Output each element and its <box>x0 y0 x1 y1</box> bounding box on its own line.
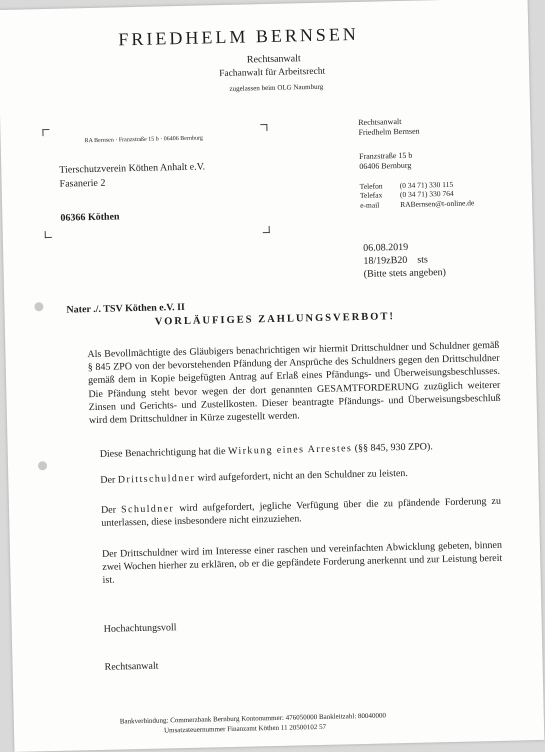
contact-street: Franzstraße 15 b <box>358 150 413 161</box>
recipient-line-2: Fasanerie 2 <box>59 177 106 190</box>
fold-mark <box>263 226 270 233</box>
recipient-line-1: Tierschutzverein Köthen Anhalt e.V. <box>59 161 206 176</box>
fold-mark <box>42 129 49 136</box>
reference-initials: sts <box>417 254 429 266</box>
body-paragraph-3: Der Drittschuldner wird aufgefordert, nicht an den Schuldner zu leisten. <box>100 467 408 486</box>
lawyer-specialty: Fachanwalt für Arbeitsrecht <box>219 66 326 80</box>
footer-bank-line: Bankverbindung: Commerzbank Bernburg Kontonummer: 476050000 Bankleitzahl: 80040000 <box>119 711 387 726</box>
punch-hole <box>38 461 47 470</box>
lawyer-admission: zugelassen beim OLG Naumburg <box>229 82 324 93</box>
reference-block <box>363 240 446 281</box>
body-paragraph-1: Als Bevollmächtigte des Gläubigers benachrichtigen wir hiermit Drittschuldner und Schuldner gemäß § 845 ZPO von der bevorstehenden Pfändung der Ansprüche des Schuldners gegen den Drittschuldner gemäß dem in Kopie beigefügten Antrag auf Erlaß eines Pfändungs- und Überweisungsbeschlusses. Die Pfändung steht bevor wegen der dort genannten GESAMTFORDERUNG zuzüglich weiterer Zinsen und Gerichts- und Zustellkosten. Dieser beantragte Pfändungs- und Überweisungsbeschluß wird dem Drittschuldner in Kürze zugestellt werden. <box>87 339 501 427</box>
recipient-city: 06366 Köthen <box>60 211 120 224</box>
contact-title: Rechtsanwalt <box>358 116 402 127</box>
body-paragraph-2: Diese Benachrichtigung hat die Wirkung eines Arrestes (§§ 845, 930 ZPO). <box>99 441 433 460</box>
lawyer-title: Rechtsanwalt <box>246 53 301 66</box>
debtor-text: Schuldner <box>120 503 175 516</box>
contact-city: 06406 Bernburg <box>359 160 412 171</box>
contact-email-row: e-mail RABernsen@t-online.de <box>360 198 475 210</box>
body-paragraph-5: Der Drittschuldner wird im Interesse einer raschen und vereinfachten Abwicklung gebeten, binnen zwei Wochen hierher zu erklären, ob er die gepfändete Forderung anerkennt und zur Leistung bereit ist. <box>101 539 503 587</box>
arrest-effect-text: Wirkung eines Arrestes <box>227 443 353 457</box>
subject-heading: VORLÄUFIGES ZAHLUNGSVERBOT! <box>154 311 396 328</box>
closing-greeting: Hochachtungsvoll <box>103 622 177 635</box>
sender-return-line: RA Bernsen · Franzstraße 15 b · 06406 Bernburg <box>84 135 203 145</box>
third-party-debtor-text: Drittschuldner <box>117 472 196 486</box>
fold-mark <box>260 124 267 131</box>
reference-note: (Bitte stets angeben) <box>363 267 447 280</box>
closing-signature: Rechtsanwalt <box>104 660 159 673</box>
footer-tax-line: Umsatzsteuernummer Finanzamt Köthen 11 20500102 57 <box>163 722 327 735</box>
contact-phone-row: Telefon (0 34 71) 330 115 <box>359 179 454 191</box>
punch-hole <box>34 302 43 311</box>
contact-fax-row: Telefax (0 34 71) 330 764 <box>359 189 454 201</box>
contact-block <box>358 115 474 210</box>
case-line: Nater ./. TSV Köthen e.V. II <box>66 301 186 316</box>
lawyer-name: FRIEDHELM BERNSEN <box>118 23 360 50</box>
body-paragraph-4: Der Schuldner wird aufgefordert, jegliche Verfügung über die zu pfändende Forderung zu unterlassen, diese insbesondere nicht einzuziehen. <box>100 495 502 530</box>
reference-number: 18/19zB20 <box>363 254 408 267</box>
fold-mark <box>45 231 52 238</box>
letter-date: 06.08.2019 <box>363 241 409 254</box>
contact-name: Friedhelm Bernsen <box>358 126 420 137</box>
